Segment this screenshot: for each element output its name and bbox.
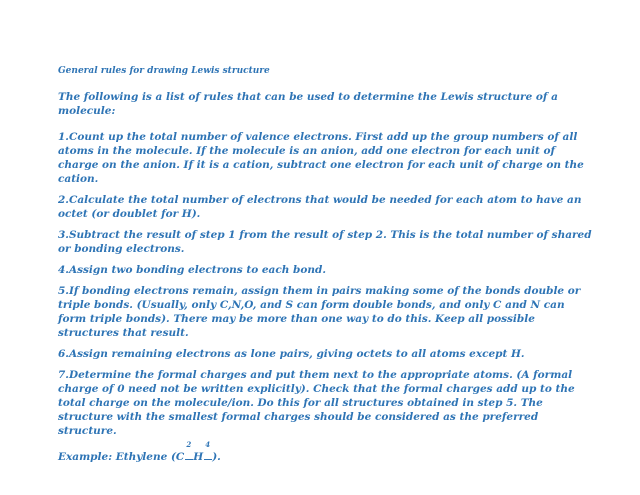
rule-3: 3.Subtract the result of step 1 from the result of step 2. This is the total number of shared or bonding electrons. (58, 229, 592, 255)
rule-6: 6.Assign remaining electrons as lone pairs, giving octets to all atoms except H. (58, 348, 525, 360)
example-line (58, 440, 596, 464)
rule-7: 7.Determine the formal charges and put them next to the appropriate atoms. (A formal charge of 0 need not be written explicitly). Check that the formal charges add up to the total charge on the molecule/ion. Do this for all structures obtained in step 5. The structure with the smallest formal charges should be considered as the preferred structure. (58, 369, 575, 437)
subscript-carbon-underline (185, 450, 193, 460)
subscript-hydrogen-value: 4 (205, 440, 211, 449)
intro-paragraph: The following is a list of rules that can be used to determine the Lewis structure of a molecule: (58, 91, 558, 117)
subscript-hydrogen-count (203, 440, 212, 464)
rule-1: 1.Count up the total number of valence electrons. First add up the group numbers of all atoms in the molecule. If the molecule is an anion, add one electron for each unit of charge on the anion. If it is a cation, subtract one electron for each unit of charge on the cation. (58, 131, 584, 185)
example-suffix: ). (212, 451, 221, 463)
document-title: General rules for drawing Lewis structure (58, 66, 270, 76)
example-prefix: Example: Ethylene (C (58, 451, 185, 463)
subscript-carbon-value: 2 (186, 440, 192, 449)
example-hydrogen: H (193, 451, 204, 463)
subscript-carbon-count (184, 440, 193, 464)
rule-5: 5.If bonding electrons remain, assign them in pairs making some of the bonds double or triple bonds. (Usually, only C,N,O, and S can form double bonds, and only C and N can form triple bonds). There may be more than one way to do this. Keep all possible structures that result. (58, 285, 581, 339)
subscript-hydrogen-underline (204, 450, 212, 460)
rule-2: 2.Calculate the total number of electrons that would be needed for each atom to have an octet (or doublet for H). (58, 194, 582, 220)
rule-4: 4.Assign two bonding electrons to each bond. (58, 264, 327, 276)
